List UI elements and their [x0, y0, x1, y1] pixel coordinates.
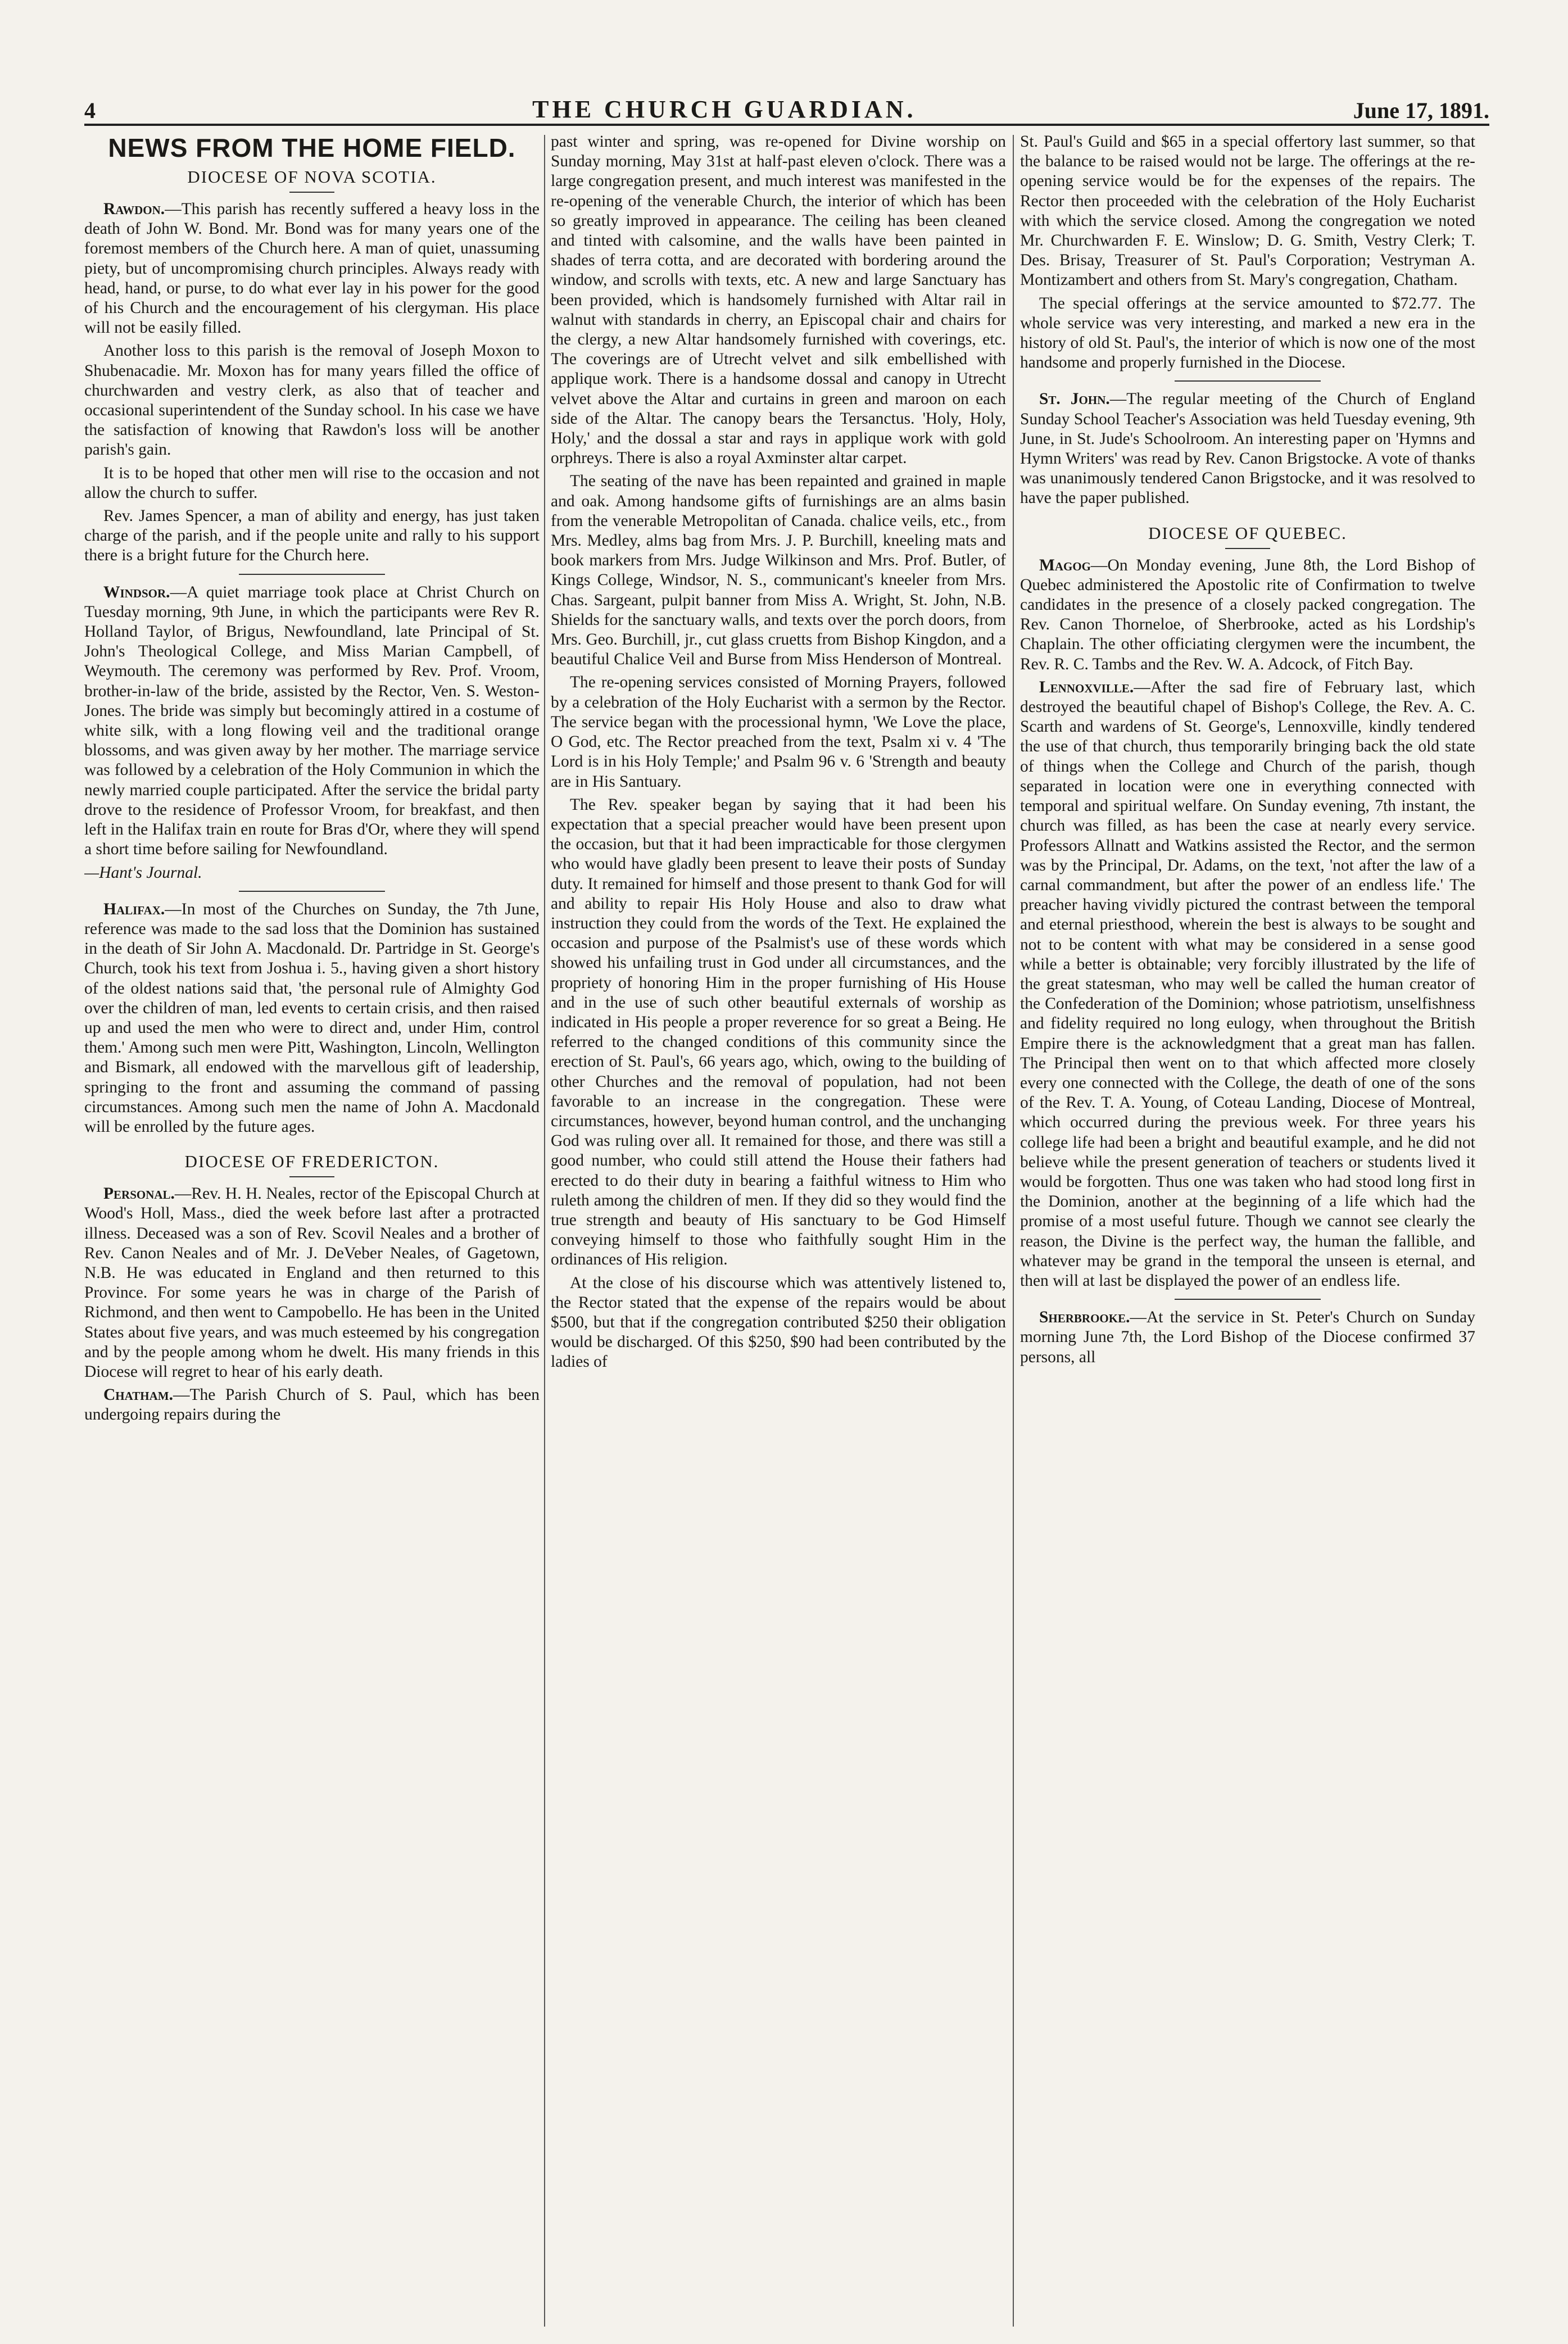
- article-paragraph: The re-opening services consisted of Morning Prayers, followed by a celebration of the Holy Eucharist with a sermon by the Rector. The service began with the processional hymn, 'We Love the place, O God, etc. The Rector preached from the text, Psalm xi v. 4 'The Lord is in his Holy Temple;' and Psalm 96 v. 6 'Strength and beauty are in His Santuary.: [551, 673, 1006, 791]
- article-paragraph: Halifax.—In most of the Churches on Sunday, the 7th June, reference was made to the sad loss that the Dominion has sustained in the death of Sir John A. Macdonald. Dr. Partridge in St. George's Church, took his text from Joshua i. 5., having given a short history of the oldest nations said that, 'the personal rule of Almighty God over the children of man, led events to certain crisis, and then raised up and used the men who were to direct and, under Him, control them.' Among such men were Pitt, Washington, Lincoln, Wellington and Bismark, all endowed with the marvellous gift of leadership, springing to the front and assuming the command of passing circumstances. Among such men the name of John A. Macdonald will be enrolled by the future ages.: [84, 900, 540, 1136]
- article-paragraph: Windsor.—A quiet marriage took place at Christ Church on Tuesday morning, 9th June, in which the participants were Rev R. Holland Taylor, of Brigus, Newfoundland, late Principal of St. John's Theological College, and Miss Marian Campbell, of Weymouth. The ceremony was performed by Rev. Prof. Vroom, brother-in-law of the bride, assisted by the Rector, Ven. S. Weston-Jones. The bride was simply but becomingly attired in a costume of white silk, with a long flowing veil and the traditional orange blossoms, and was given away by her mother. The marriage service was followed by a celebration of the Holy Communion in which the newly married couple participated. After the service the bridal party drove to the residence of Professor Vroom, for breakfast, and then left in the Halifax train en route for Bras d'Or, where they will spend a short time before sailing for Newfoundland.: [84, 583, 540, 859]
- source-credit: —Hant's Journal.: [84, 863, 202, 882]
- column-3: [1020, 132, 1475, 2335]
- diocese-heading: DIOCESE OF QUEBEC.: [1148, 523, 1347, 543]
- divider: [239, 891, 385, 892]
- article-paragraph: Rev. James Spencer, a man of ability and energy, has just taken charge of the parish, and if the people unite and rally to his support there is a bright future for the Church here.: [84, 507, 540, 565]
- article-paragraph: Another loss to this parish is the removal of Joseph Moxon to Shubenacadie. Mr. Moxon has for many years filled the office of churchwarden and vestry clerk, as also that of teacher and occasional superintendent of the Sunday school. In his case we have the satisfaction of knowing that Rawdon's loss will be another parish's gain.: [84, 342, 540, 459]
- issue-date: June 17, 1891.: [1353, 98, 1489, 123]
- article-paragraph: The special offerings at the service amounted to $72.77. The whole service was very interesting, and marked a new era in the history of old St. Paul's, the interior of which is now one of the most handsome and properly furnished in the Diocese.: [1020, 294, 1475, 372]
- dateline: Lennoxville.: [1039, 678, 1134, 696]
- dateline: Magog: [1039, 556, 1091, 574]
- column-1: [84, 132, 540, 2335]
- article-paragraph: The seating of the nave has been repainted and grained in maple and oak. Among handsome gifts of furnishings are an alms basin from the venerable Metropolitan of Canada. chalice veils, etc., from Mrs. Medley, alms bag from Mrs. J. P. Burchill, kneeling mats and book markers from Mrs. Judge Wilkinson and Mrs. Prof. Butler, of Kings College, Windsor, N. S., communicant's kneeler from Mrs. Chas. Sargeant, pulpit banner from Miss A. Wright, St. John, N.B. Shields for the sanctuary walls, and texts over the porch doors, from Mrs. Geo. Burchill, jr., cut glass cruetts from Bishop Kingdon, and a beautiful Chalice Veil and Burse from Miss Henderson of Montreal.: [551, 472, 1006, 669]
- page-number: 4: [84, 98, 96, 123]
- column-2: [551, 132, 1006, 2335]
- dateline: Sherbrooke.: [1039, 1308, 1130, 1327]
- dateline: Personal.: [103, 1185, 175, 1203]
- divider: [1225, 548, 1270, 549]
- divider: [289, 1176, 334, 1177]
- dateline: Windsor.: [103, 583, 170, 601]
- column-rule: [1013, 135, 1014, 2327]
- article-paragraph: Magog—On Monday evening, June 8th, the Lord Bishop of Quebec administered the Apostolic rite of Confirmation to twelve candidates in the presence of a closely packed congregation. The Rev. Canon Thorneloe, of Sherbrooke, acted as his Lordship's Chaplain. The other officiating clergymen were the incumbent, the Rev. R. C. Tambs and the Rev. W. A. Adcock, of Fitch Bay.: [1020, 556, 1475, 673]
- article-paragraph: Sherbrooke.—At the service in St. Peter's Church on Sunday morning June 7th, the Lord Bishop of the Diocese confirmed 37 persons, all: [1020, 1308, 1475, 1366]
- dateline: St. John.: [1039, 390, 1110, 409]
- divider: [1175, 1299, 1321, 1300]
- diocese-heading: DIOCESE OF NOVA SCOTIA.: [187, 167, 437, 187]
- dateline: Halifax.: [103, 900, 165, 918]
- article-paragraph: Rawdon.—This parish has recently suffered a heavy loss in the death of John W. Bond. Mr. Bond was for many years one of the foremost members of the Church here. A man of quiet, unassuming piety, but of uncompromising church principles. Always ready with head, hand, or purse, to do what ever lay in his power for the good of his Church and the encouragement of his clergyman. His place will not be easily filled.: [84, 200, 540, 337]
- divider: [1175, 380, 1321, 382]
- page-header: [84, 90, 1489, 126]
- dateline: Rawdon.: [103, 200, 165, 218]
- article-paragraph: Lennoxville.—After the sad fire of February last, which destroyed the beautiful chapel of Bishop's College, the Rev. A. C. Scarth and wardens of St. George's, Lennoxville, kindly tendered the use of that church, thus temporarily bringing back the old state of things when the College and Church of the parish, though separated in location were one in everything connected with temporal and spiritual welfare. On Sunday evening, 7th instant, the church was filled, as has been the case at nearly every service. Professors Allnatt and Watkins assisted the Rector, and the sermon was by the Principal, Dr. Adams, on the text, 'not after the law of a carnal commandment, but after the power of an endless life.' The preacher having vividly pictured the contrast between the temporal and eternal priesthood, wherein the best is always to be sought and not to be content with what may be considered in a sense good while a better is obtainable; very forcibly illustrated by the life of the great statesman, who may well be called the human creator of the Confederation of the Dominion; whose patriotism, unselfishness and fidelity required no long eulogy, when throughout the British Empire there is the acknowledgment that a great man has fallen. The Principal then went on to that which affected more closely every one connected with the College, the death of one of the sons of the Rev. T. A. Young, of Coteau Landing, Diocese of Montreal, which occurred during the previous week. For three years his college life had been a bright and beautiful example, and he did not believe while the present generation of teachers or students lived it would be forgotten. Thus one was taken who had stood long first in the Dominion, another at the beginning of a life which had the promise of a most useful future. Though we cannot see clearly the reason, the Divine is the perfect way, the human the fallible, and whatever may be grand in the temporal the unseen is eternal, and then will at last be displayed the power of an endless life.: [1020, 678, 1475, 1290]
- divider: [239, 574, 385, 575]
- article-paragraph: past winter and spring, was re-opened for Divine worship on Sunday morning, May 31st at half-past eleven o'clock. There was a large congregation present, and much interest was manifested in the re-opening of the venerable Church, the interior of which has been so greatly improved in appearance. The ceiling has been cleaned and tinted with calsomine, and the walls have been painted in shades of terra cotta, and are decorated with bordering around the window, and scrolls with texts, etc. A new and large Sanctuary has been provided, which is handsomely furnished with Altar rail in walnut with standards in cherry, an Episcopal chair and chairs for the clergy, a new Altar handsomely furnished with coverings, etc. The coverings are of Utrecht velvet and silk embellished with applique work. There is a handsome dossal and canopy in Utrecht velvet above the Altar and curtains in green and maroon on each side of the Altar. The canopy bears the Tersanctus. 'Holy, Holy, Holy,' and the dossal a star and rays in applique work with gold orphreys. There is also a royal Axminster altar carpet.: [551, 133, 1006, 468]
- diocese-heading: DIOCESE OF FREDERICTON.: [184, 1151, 439, 1172]
- column-rule: [544, 135, 545, 2327]
- article-paragraph: Personal.—Rev. H. H. Neales, rector of the Episcopal Church at Wood's Holl, Mass., died the week before last after a protracted illness. Deceased was a son of Rev. Scovil Neales and a brother of Rev. Canon Neales and of Mr. J. DeVeber Neales, of Gagetown, N.B. He was educated in England and then returned to this Province. For some years he was in charge of the Parish of Richmond, and then went to Campobello. He has been in the United States about five years, and was much esteemed by his congregation and by the people among whom he dwelt. His many friends in this Diocese will regret to hear of his early death.: [84, 1185, 540, 1381]
- dateline: Chatham.: [103, 1386, 173, 1404]
- divider: [289, 192, 334, 193]
- article-paragraph: The Rev. speaker began by saying that it had been his expectation that a special preacher would have been present upon the occasion, but that it had been impracticable for those clergymen who would have gladly been present to leave their posts of Sunday duty. It remained for himself and those present to thank God for will and ability to repair His Holy House and also to draw what instruction they could from the words of the Text. He explained the occasion and purpose of the Psalmist's use of these words which showed his unfailing trust in God under all circumstances, and the propriety of honoring Him in the proper furnishing of His House and in the use of such other beautiful externals of worship as indicated in His people a proper reverence for so great a Being. He referred to the changed conditions of this community since the erection of St. Paul's, 66 years ago, which, owing to the building of other Churches and the removal of population, had not been favorable to an increase in the congregation. These were circumstances, however, beyond human control, and the unchanging God was ruling over all. It remained for those, and there was still a good number, who could still attend the House their fathers had erected to do their duty in bearing a faithful witness to Him who ruleth among the children of men. If they did so they would find the true strength and beauty of His sanctuary to be God Himself conveying himself to those who faithfully sought Him in the ordinances of His religion.: [551, 795, 1006, 1269]
- article-paragraph: Chatham.—The Parish Church of S. Paul, which has been undergoing repairs during the: [84, 1386, 540, 1424]
- article-paragraph: At the close of his discourse which was attentively listened to, the Rector stated that the expense of the repairs would be about $500, but that if the congregation contributed $250 their obligation would be discharged. Of this $250, $90 had been contributed by the ladies of: [551, 1273, 1006, 1371]
- article-paragraph: St. John.—The regular meeting of the Church of England Sunday School Teacher's Association was held Tuesday evening, 9th June, in St. Jude's Schoolroom. An interesting paper on 'Hymns and Hymn Writers' was read by Rev. Canon Brigstocke. A vote of thanks was unanimously tendered Canon Brigstocke, and it was resolved to have the paper published.: [1020, 390, 1475, 507]
- article-paragraph: It is to be hoped that other men will rise to the occasion and not allow the church to suffer.: [84, 464, 540, 502]
- newspaper-title: THE CHURCH GUARDIAN.: [532, 96, 917, 123]
- article-paragraph: St. Paul's Guild and $65 in a special offertory last summer, so that the balance to be raised would not be large. The offerings at the re-opening service would be for the expenses of the repairs. The Rector then proceeded with the celebration of the Holy Eucharist with which the service closed. Among the congregation we noted Mr. Churchwarden F. E. Winslow; D. G. Smith, Vestry Clerk; T. Des. Brisay, Treasurer of St. Paul's Corporation; Vestryman A. Montizambert and others from St. Mary's congregation, Chatham.: [1020, 133, 1475, 289]
- section-heading: NEWS FROM THE HOME FIELD.: [108, 133, 516, 162]
